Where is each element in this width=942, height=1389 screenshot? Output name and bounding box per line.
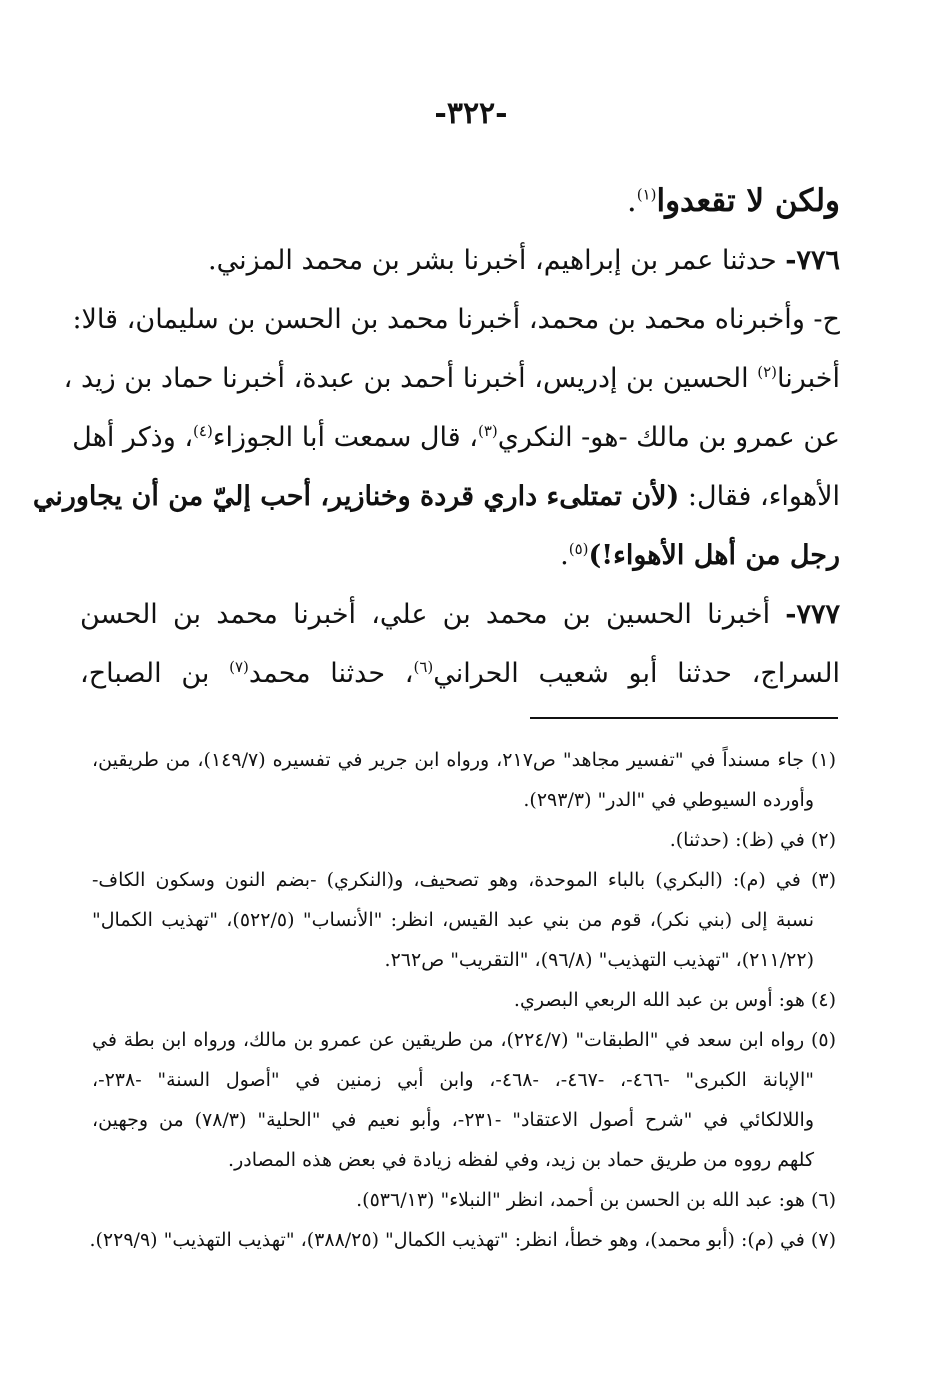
text-line [80, 585, 840, 644]
footnote-ref: (٢) [757, 363, 778, 381]
text-span: ، قال سمعت أبا الجوزاء [212, 422, 478, 453]
text-span: ، وذكر أهل [72, 422, 194, 453]
text-line [80, 526, 840, 585]
footnote-line: (٣) في (م): (البكري) بالباء الموحدة، وهو تصحيف، و(النكري) -بضم النون وسكون الكاف- [92, 869, 836, 891]
footnote-separator [530, 717, 838, 719]
hadith-number: ٧٧٧- [785, 599, 840, 630]
text-line [80, 231, 840, 290]
text-line [72, 408, 840, 467]
text-line [80, 172, 840, 231]
text-line [72, 290, 840, 349]
text-span: أخبرنا [777, 363, 840, 394]
footnote-line: (٢١١/٢٢)، "تهذيب التهذيب" (٩٦/٨)، "التقريب" ص٢٦٢. [384, 949, 814, 971]
text-span: السراج، حدثنا أبو شعيب الحراني [433, 658, 840, 689]
footnotes [89, 740, 837, 1260]
footnote-line: (٤) هو: أوس بن عبد الله الربعي البصري. [513, 989, 836, 1011]
text-span: الأهواء، فقال: [679, 481, 840, 512]
text-span: . [626, 183, 637, 219]
quote-bold: رجل من أهل الأهواء!) [588, 540, 840, 571]
text-line [63, 349, 840, 408]
text-line [32, 467, 840, 526]
text-span: عن عمرو بن مالك -هو- النكري [497, 422, 840, 453]
text-span: . [560, 540, 569, 571]
text-line [80, 644, 840, 703]
footnote-ref: (٦) [413, 658, 434, 676]
footnote-ref: (٤) [193, 422, 213, 440]
footnote-line: (٧) في (م): (أبو محمد)، وهو خطأ، انظر: "تهذيب الكمال" (٣٨٨/٢٥)، "تهذيب التهذيب" (٢٢٩/٩). [89, 1229, 836, 1251]
page-number: -٣٢٢- [434, 96, 508, 131]
footnote-line: (١) جاء مسنداً في "تفسير مجاهد" ص٢١٧، ورواه ابن جرير في تفسيره (١٤٩/٧)، من طريقين، [92, 749, 836, 771]
main-text [32, 172, 840, 703]
text-span: ، حدثنا محمد [248, 658, 414, 689]
footnote-line: "الإبانة الكبرى" -٤٦٦-، -٤٦٧-، -٤٦٨-، وابن أبي زمنين في "أصول السنة" -٢٣٨-، [92, 1069, 814, 1091]
quote-bold: (لأن تمتلىء داري قردة وخنازير، أحب إليّ من أن يجاورني [32, 481, 680, 512]
text-span: أخبرنا الحسين بن محمد بن علي، أخبرنا محمد بن الحسن [80, 599, 786, 630]
footnote-line: (٦) هو: عبد الله بن الحسن بن أحمد، انظر "النبلاء" (٥٣٦/١٣). [356, 1189, 836, 1211]
footnote-line: واللالكائي في "شرح أصول الاعتقاد" -٢٣١-، وأبو نعيم في "الحلية" (٧٨/٣) من وجهين، [92, 1109, 814, 1131]
footnote-ref: (١) [636, 185, 657, 204]
footnote-ref: (٥) [568, 540, 589, 558]
text-span: بن الصباح، [80, 658, 230, 689]
footnote-line: (٥) رواه ابن سعد في "الطبقات" (٢٢٤/٧)، من طريقين عن عمرو بن مالك، ورواه ابن بطة في [92, 1029, 837, 1051]
hadith-number: ٧٧٦- [785, 245, 840, 276]
text-span: ح- وأخبرناه محمد بن محمد، أخبرنا محمد بن الحسن بن سليمان، قالا: [72, 304, 840, 335]
text-span: الحسين بن إدريس، أخبرنا أحمد بن عبدة، أخبرنا حماد بن زيد ، [63, 363, 758, 394]
bold-phrase: ولكن لا تقعدوا [656, 183, 840, 219]
footnote-line: (٢) في (ظ): (حدثنا). [669, 829, 836, 851]
footnote-ref: (٣) [477, 422, 498, 440]
text-span: حدثنا عمر بن إبراهيم، أخبرنا بشر بن محمد المزني. [208, 245, 786, 276]
footnote-line: كلهم رووه من طريق حماد بن زيد، وفي لفظه زيادة في بعض هذه المصادر. [228, 1149, 814, 1171]
footnote-line: نسبة إلى (بني نكر)، قوم من بني عبد القيس، انظر: "الأنساب" (٥٢٢/٥)، "تهذيب الكمال" [92, 909, 814, 931]
footnote-ref: (٧) [229, 658, 249, 676]
footnote-line: وأورده السيوطي في "الدر" (٢٩٣/٣). [523, 789, 814, 811]
